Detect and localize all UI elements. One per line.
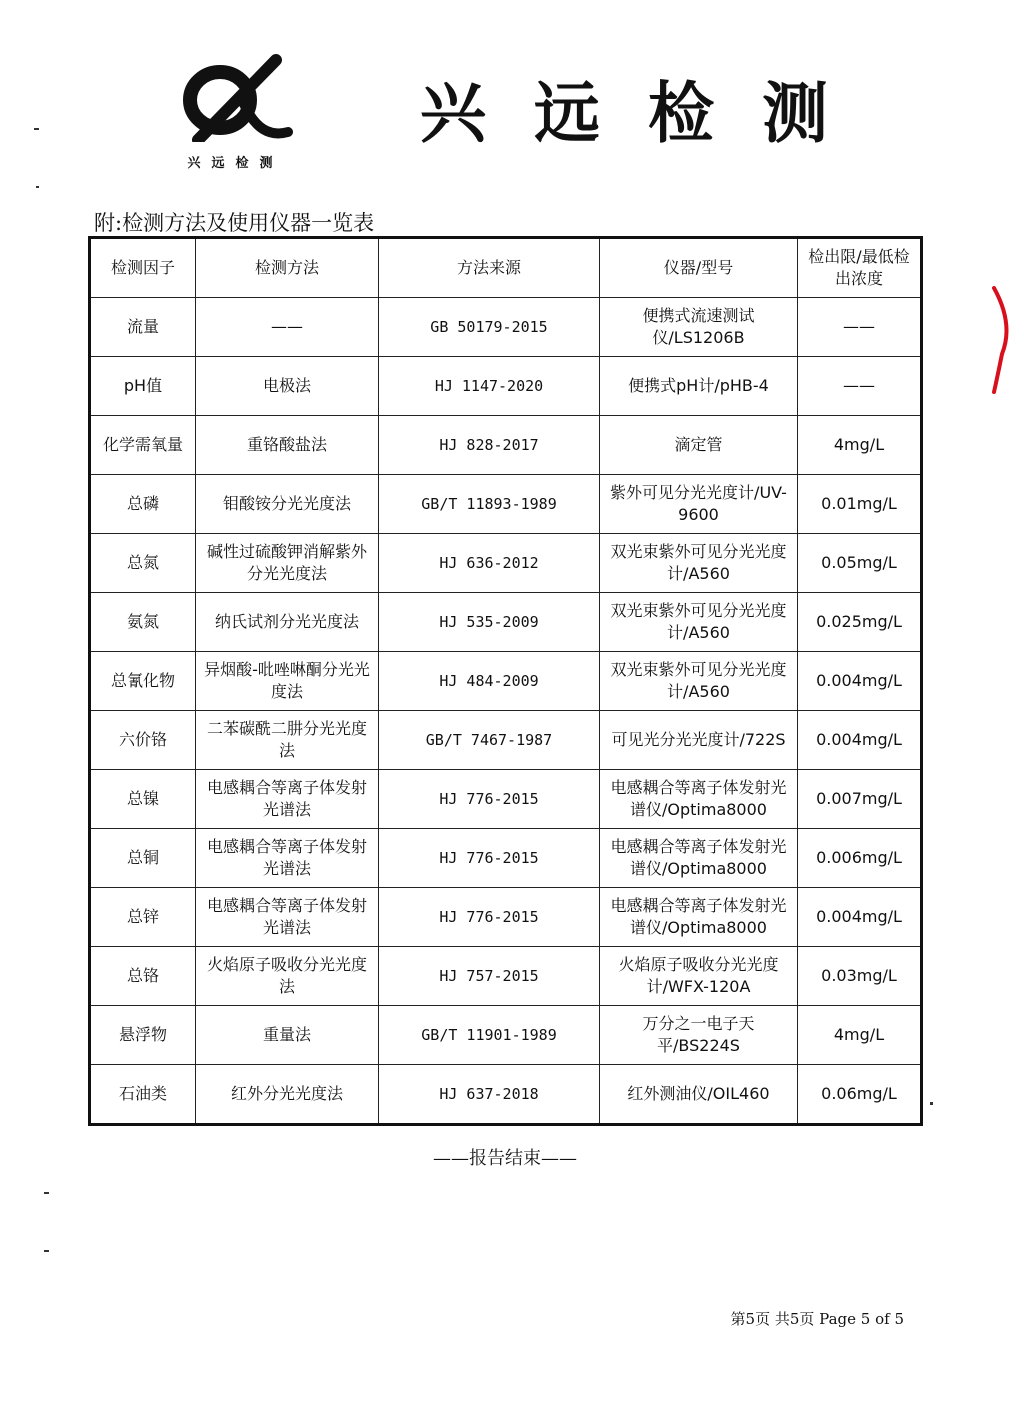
instrument-cell: 电感耦合等离子体发射光谱仪/Optima8000: [600, 770, 798, 829]
table-row: [90, 711, 922, 770]
instrument-cell: 双光束紫外可见分光光度计/A560: [600, 534, 798, 593]
instrument-cell: 电感耦合等离子体发射光谱仪/Optima8000: [600, 829, 798, 888]
table-row: [90, 652, 922, 711]
detection-limit-cell: 0.03mg/L: [798, 947, 922, 1006]
methods-table: [88, 236, 923, 1126]
method-cell: 碱性过硫酸钾消解紫外分光光度法: [196, 534, 379, 593]
table-row: [90, 888, 922, 947]
method-cell: 钼酸铵分光光度法: [196, 475, 379, 534]
method-source-cell: GB/T 11901-1989: [379, 1006, 600, 1065]
page-number-footer: 第5页 共5页 Page 5 of 5: [730, 1310, 904, 1328]
table-subtitle: 附:检测方法及使用仪器一览表: [94, 211, 375, 235]
instrument-cell: 便携式pH计/pHB-4: [600, 357, 798, 416]
method-cell: 电感耦合等离子体发射光谱法: [196, 829, 379, 888]
scan-speck: [44, 1192, 49, 1194]
instrument-cell: 紫外可见分光光度计/UV-9600: [600, 475, 798, 534]
method-cell: 火焰原子吸收分光光度法: [196, 947, 379, 1006]
instrument-cell: 滴定管: [600, 416, 798, 475]
factor-cell: 总锌: [90, 888, 196, 947]
instrument-cell: 火焰原子吸收分光光度计/WFX-120A: [600, 947, 798, 1006]
table-row: [90, 298, 922, 357]
instrument-cell: 双光束紫外可见分光光度计/A560: [600, 593, 798, 652]
method-source-cell: HJ 535-2009: [379, 593, 600, 652]
factor-cell: 总氰化物: [90, 652, 196, 711]
detection-limit-cell: ——: [798, 357, 922, 416]
detection-limit-cell: 0.025mg/L: [798, 593, 922, 652]
method-cell: 电感耦合等离子体发射光谱法: [196, 888, 379, 947]
factor-cell: 化学需氧量: [90, 416, 196, 475]
table-row: [90, 475, 922, 534]
table-header-row: [90, 238, 922, 298]
factor-cell: 总磷: [90, 475, 196, 534]
table-row: [90, 357, 922, 416]
detection-limit-cell: 0.004mg/L: [798, 652, 922, 711]
instrument-cell: 双光束紫外可见分光光度计/A560: [600, 652, 798, 711]
table-row: [90, 829, 922, 888]
detection-limit-cell: 4mg/L: [798, 416, 922, 475]
table-row: [90, 534, 922, 593]
method-source-cell: GB/T 7467-1987: [379, 711, 600, 770]
method-cell: 二苯碳酰二肼分光光度法: [196, 711, 379, 770]
header-cell: 检测方法: [196, 238, 379, 298]
header-cell: 仪器/型号: [600, 238, 798, 298]
scan-speck: [34, 128, 39, 130]
factor-cell: 总氮: [90, 534, 196, 593]
method-source-cell: HJ 636-2012: [379, 534, 600, 593]
method-source-cell: HJ 1147-2020: [379, 357, 600, 416]
method-source-cell: HJ 484-2009: [379, 652, 600, 711]
method-source-cell: HJ 776-2015: [379, 829, 600, 888]
table-row: [90, 947, 922, 1006]
detection-limit-cell: 4mg/L: [798, 1006, 922, 1065]
method-source-cell: HJ 776-2015: [379, 888, 600, 947]
method-source-cell: HJ 637-2018: [379, 1065, 600, 1125]
factor-cell: 总铜: [90, 829, 196, 888]
table-row: [90, 416, 922, 475]
scan-speck: [44, 1250, 49, 1252]
method-cell: 电极法: [196, 357, 379, 416]
method-source-cell: HJ 757-2015: [379, 947, 600, 1006]
header-cell: 方法来源: [379, 238, 600, 298]
table-row: [90, 1006, 922, 1065]
detection-limit-cell: 0.01mg/L: [798, 475, 922, 534]
method-cell: 纳氏试剂分光光度法: [196, 593, 379, 652]
factor-cell: 石油类: [90, 1065, 196, 1125]
red-stamp-edge-mark: [988, 284, 1018, 396]
header-cell: 检出限/最低检出浓度: [798, 238, 922, 298]
company-name-heading: 兴远检测: [420, 74, 876, 152]
instrument-cell: 电感耦合等离子体发射光谱仪/Optima8000: [600, 888, 798, 947]
method-cell: 红外分光光度法: [196, 1065, 379, 1125]
factor-cell: 流量: [90, 298, 196, 357]
report-end-note: ——报告结束——: [433, 1148, 577, 1169]
method-source-cell: HJ 776-2015: [379, 770, 600, 829]
method-cell: ——: [196, 298, 379, 357]
method-cell: 重铬酸盐法: [196, 416, 379, 475]
scan-speck: [930, 1102, 933, 1105]
method-cell: 电感耦合等离子体发射光谱法: [196, 770, 379, 829]
logo-caption: 兴远检测: [187, 156, 284, 171]
table-row: [90, 770, 922, 829]
factor-cell: 总铬: [90, 947, 196, 1006]
factor-cell: 氨氮: [90, 593, 196, 652]
factor-cell: 悬浮物: [90, 1006, 196, 1065]
instrument-cell: 可见光分光光度计/722S: [600, 711, 798, 770]
method-source-cell: HJ 828-2017: [379, 416, 600, 475]
detection-limit-cell: 0.004mg/L: [798, 888, 922, 947]
table-row: [90, 593, 922, 652]
factor-cell: 总镍: [90, 770, 196, 829]
instrument-cell: 便携式流速测试仪/LS1206B: [600, 298, 798, 357]
detection-limit-cell: 0.004mg/L: [798, 711, 922, 770]
method-cell: 异烟酸-吡唑啉酮分光光度法: [196, 652, 379, 711]
detection-limit-cell: 0.007mg/L: [798, 770, 922, 829]
instrument-cell: 万分之一电子天平/BS224S: [600, 1006, 798, 1065]
company-logo-icon: [178, 52, 293, 142]
detection-limit-cell: 0.006mg/L: [798, 829, 922, 888]
detection-limit-cell: 0.06mg/L: [798, 1065, 922, 1125]
header-cell: 检测因子: [90, 238, 196, 298]
detection-limit-cell: ——: [798, 298, 922, 357]
method-cell: 重量法: [196, 1006, 379, 1065]
method-source-cell: GB/T 11893-1989: [379, 475, 600, 534]
method-source-cell: GB 50179-2015: [379, 298, 600, 357]
detection-limit-cell: 0.05mg/L: [798, 534, 922, 593]
scan-speck: [36, 186, 39, 188]
table-body: [90, 298, 922, 1125]
instrument-cell: 红外测油仪/OIL460: [600, 1065, 798, 1125]
factor-cell: 六价铬: [90, 711, 196, 770]
table-row: [90, 1065, 922, 1125]
factor-cell: pH值: [90, 357, 196, 416]
